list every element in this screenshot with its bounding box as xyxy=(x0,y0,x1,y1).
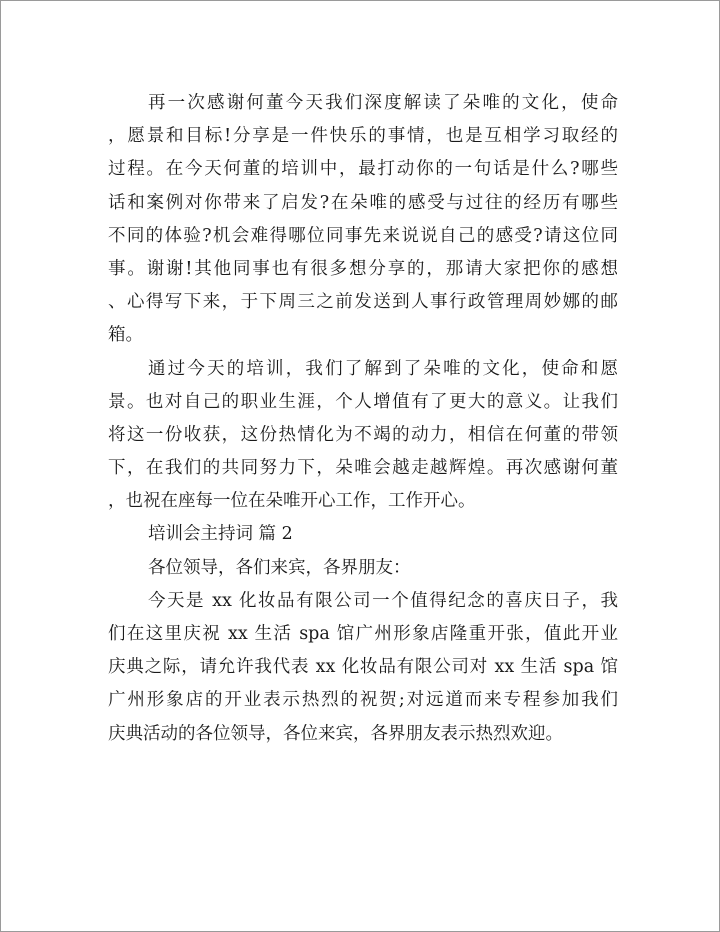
text-line: ，愿景和目标!分享是一件快乐的事情，也是互相学习取经的 xyxy=(108,126,618,147)
paragraph-celebration xyxy=(108,585,618,751)
text-line: ，也祝在座每一位在朵唯开心工作，工作开心。 xyxy=(108,491,476,512)
text-line: 、心得写下来，于下周三之前发送到人事行政管理周妙娜的邮 xyxy=(108,292,618,313)
text-line: 箱。 xyxy=(108,325,143,346)
text-line: 通过今天的培训，我们了解到了朵唯的文化，使命和愿 xyxy=(148,358,618,379)
text-line: 过程。在今天何董的培训中，最打动你的一句话是什么?哪些 xyxy=(108,159,618,180)
text-line: 将这一份收获，这份热情化为不竭的动力，相信在何董的带领 xyxy=(108,424,618,445)
paragraph-thanks xyxy=(108,87,618,353)
text-line: 话和案例对你带来了启发?在朵唯的感受与过往的经历有哪些 xyxy=(108,192,618,213)
text-line: 事。谢谢!其他同事也有很多想分享的，那请大家把你的感想 xyxy=(108,258,618,279)
document-body xyxy=(108,87,618,751)
text-line: 庆典之际，请允许我代表 xx 化妆品有限公司对 xx 生活 spa 馆 xyxy=(108,657,618,678)
paragraph-summary xyxy=(108,353,618,519)
text-line: 庆典活动的各位领导，各位来宾，各界朋友表示热烈欢迎。 xyxy=(108,723,563,744)
text-line: 今天是 xx 化妆品有限公司一个值得纪念的喜庆日子，我 xyxy=(148,590,618,611)
greeting-line: 各位领导，各们来宾，各界朋友： xyxy=(148,557,411,578)
text-line: 景。也对自己的职业生涯，个人增值有了更大的意义。让我们 xyxy=(108,391,618,412)
text-line: 不同的体验?机会难得哪位同事先来说说自己的感受?请这位同 xyxy=(108,225,618,246)
text-line: 下，在我们的共同努力下，朵唯会越走越辉煌。再次感谢何董 xyxy=(108,458,618,479)
section-heading: 培训会主持词 篇 2 xyxy=(148,524,293,545)
text-line: 们在这里庆祝 xx 生活 spa 馆广州形象店隆重开张，值此开业 xyxy=(108,624,618,644)
text-line: 再一次感谢何董今天我们深度解读了朵唯的文化，使命 xyxy=(148,93,618,113)
text-line: 广州形象店的开业表示热烈的祝贺;对远道而来专程参加我们 xyxy=(108,690,618,711)
